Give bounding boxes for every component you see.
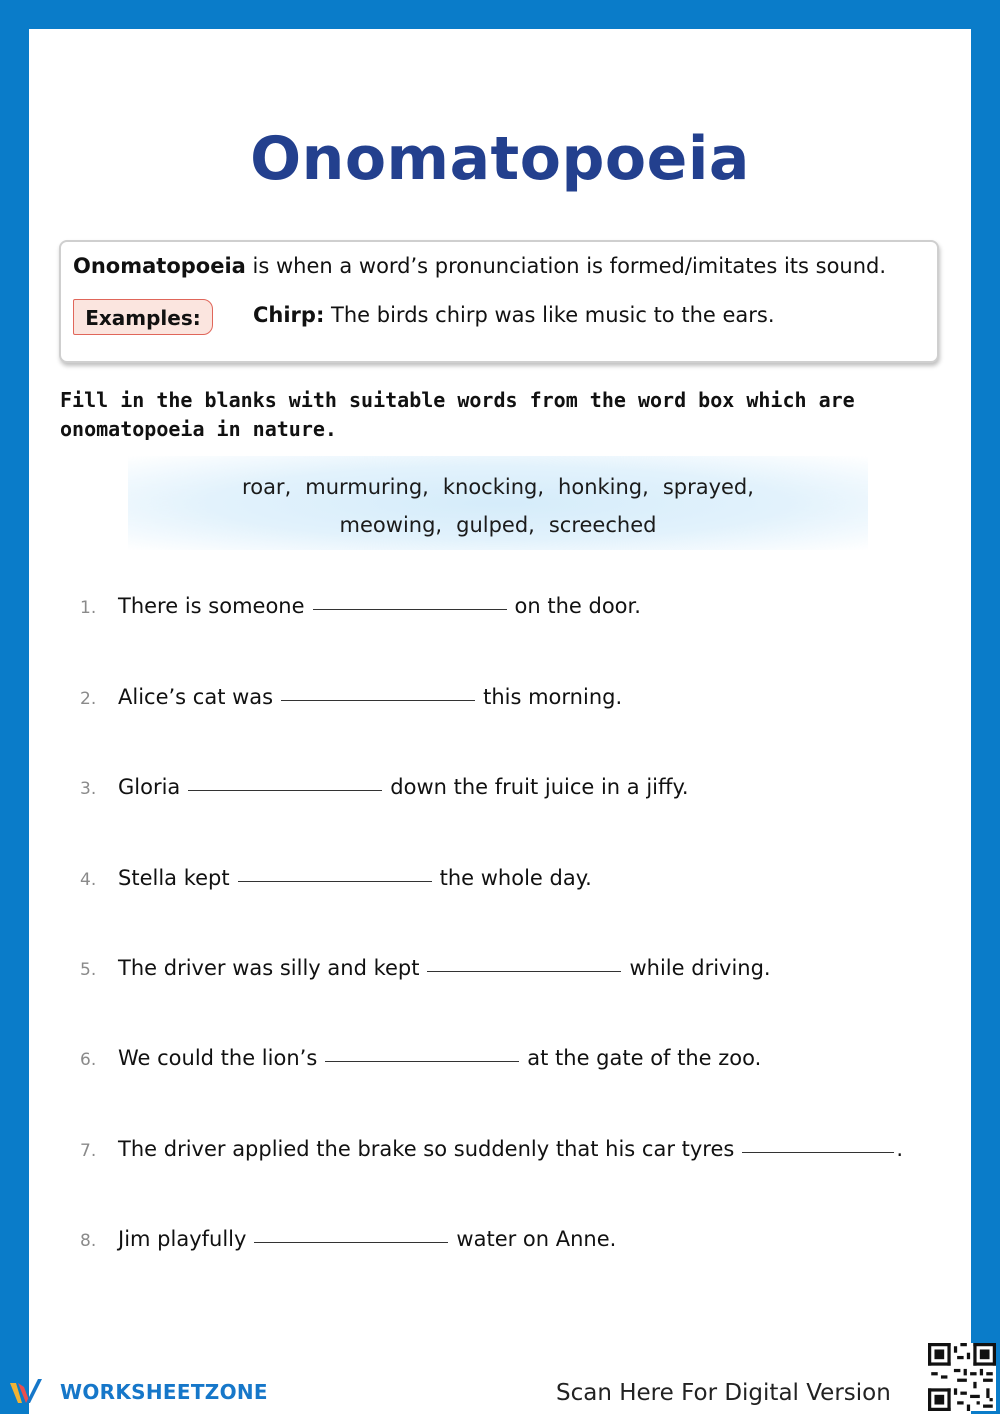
example-line [253,303,775,327]
question-number: 5. [80,960,97,980]
word-box-row-2 [128,506,868,544]
definition-box [59,240,939,363]
question-text-before: The driver was silly and kept [118,956,420,980]
page-title: Onomatopoeia [250,124,750,194]
question-item [80,1137,903,1161]
answer-blank[interactable] [281,699,475,701]
worksheetzone-logo-icon [8,1377,54,1407]
answer-blank[interactable] [238,880,432,882]
question-text-before: Jim playfully [118,1227,247,1251]
question-item [80,956,771,980]
question-text-before: Stella kept [118,866,230,890]
word-item: screeched [548,513,657,537]
question-text-before: There is someone [118,594,305,618]
question-text-after: at the gate of the zoo. [527,1046,762,1070]
word-box [128,456,868,550]
question-item [80,775,689,799]
word-item: honking, [558,475,649,499]
qr-code-icon[interactable] [928,1343,996,1411]
example-term: Chirp: [253,303,325,327]
question-number: 6. [80,1050,97,1070]
word-item: roar, [242,475,292,499]
question-text-after: . [896,1137,904,1161]
word-item: murmuring, [305,475,429,499]
question-text-before: Gloria [118,775,181,799]
question-number: 7. [80,1141,97,1161]
question-item [80,866,592,890]
worksheet-page [29,29,971,1414]
question-text-before: The driver applied the brake so suddenly that his car tyres [118,1137,735,1161]
question-text-before: We could the lion’s [118,1046,318,1070]
question-text-after: down the fruit juice in a jiffy. [390,775,689,799]
word-item: sprayed, [662,475,754,499]
question-item [80,685,622,709]
word-item: meowing, [339,513,443,537]
question-text-after: on the door. [514,594,641,618]
definition-term: Onomatopoeia [73,254,246,278]
answer-blank[interactable] [313,608,507,610]
question-number: 8. [80,1231,97,1251]
word-box-row-1 [128,468,868,506]
word-item: gulped, [456,513,535,537]
definition-text: is when a word’s pronunciation is formed/imitates its sound. [245,254,887,278]
examples-label: Examples: [73,299,213,335]
answer-blank[interactable] [188,789,382,791]
instructions: Fill in the blanks with suitable words from the word box which are onomatopoeia in nature. [60,388,855,441]
question-item [80,594,641,618]
question-text-after: water on Anne. [456,1227,617,1251]
example-sentence: The birds chirp was like music to the ears. [324,303,775,327]
word-item: knocking, [442,475,545,499]
question-number: 1. [80,598,97,618]
answer-blank[interactable] [325,1060,519,1062]
question-text-after: while driving. [629,956,771,980]
answer-blank[interactable] [427,970,621,972]
question-item [80,1046,761,1070]
brand-name: WORKSHEETZONE [60,1380,268,1404]
answer-blank[interactable] [254,1241,448,1243]
question-number: 2. [80,689,97,709]
question-item [80,1227,616,1251]
scan-caption: Scan Here For Digital Version [556,1380,891,1406]
question-number: 3. [80,779,97,799]
question-text-after: this morning. [483,685,623,709]
question-number: 4. [80,870,97,890]
question-text-before: Alice’s cat was [118,685,274,709]
definition-line [73,254,886,278]
brand-logo[interactable] [8,1377,268,1407]
question-text-after: the whole day. [439,866,592,890]
answer-blank[interactable] [742,1151,894,1153]
